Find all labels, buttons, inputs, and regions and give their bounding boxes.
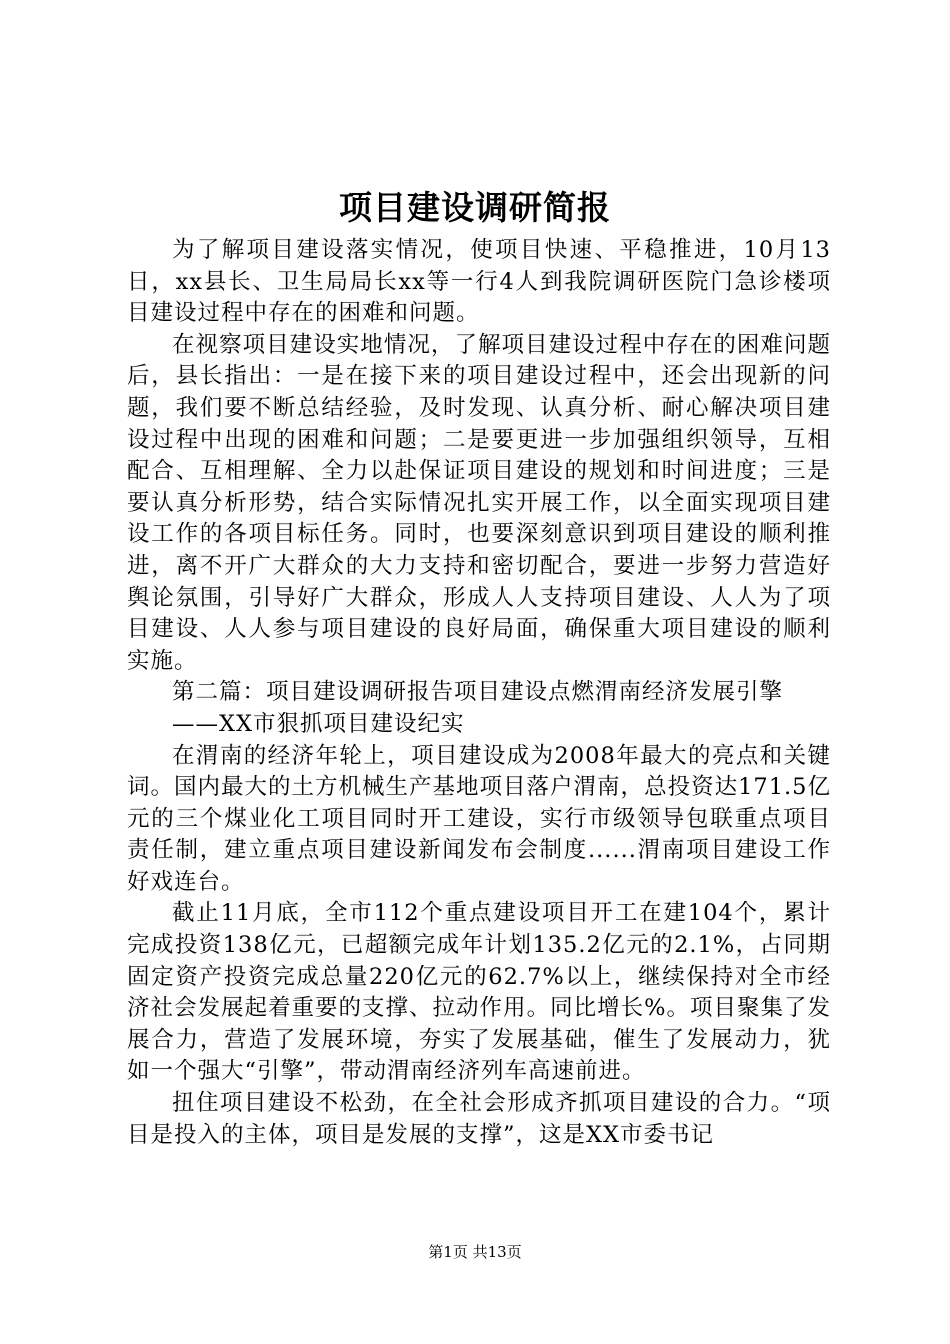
paragraph-5: 扭住项目建设不松劲，在全社会形成齐抓项目建设的合力。“项目是投入的主体，项目是发展的支撑”，这是XX市委书记 <box>127 1090 831 1148</box>
paragraph-1: 为了解项目建设落实情况，使项目快速、平稳推进，10月13日，xx县长、卫生局局长xx等一行4人到我院调研医院门急诊楼项目建设过程中存在的困难和问题。 <box>127 237 831 327</box>
document-body <box>127 235 831 1151</box>
page-footer: 第1页 共13页 <box>428 1243 522 1261</box>
document-title: 项目建设调研简报 <box>339 188 611 227</box>
paragraph-2: 在视察项目建设实地情况，了解项目建设过程中存在的困难问题后，县长指出：一是在接下来的项目建设过程中，还会出现新的问题，我们要不断总结经验，及时发现、认真分析、耐心解决项目建设过程中出现的困难和问题；二是要更进一步加强组织领导，互相配合、互相理解、全力以赴保证项目建设的规划和时间进度；三是要认真分析形势，结合实际情况扎实开展工作，以全面实现项目建设工作的各项目标任务。同时，也要深刻意识到项目建设的顺利推进，离不开广大群众的大力支持和密切配合，要进一步努力营造好舆论氛围，引导好广大群众，形成人人支持项目建设、人人为了项目建设、人人参与项目建设的良好局面，确保重大项目建设的顺利实施。 <box>127 331 831 674</box>
section-heading: 第二篇：项目建设调研报告项目建设点燃渭南经济发展引擎 <box>172 679 784 706</box>
paragraph-3: 在渭南的经济年轮上，项目建设成为2008年最大的亮点和关键词。国内最大的土方机械生产基地项目落户渭南，总投资达171.5亿元的三个煤业化工项目同时开工建设，实行市级领导包联重点项目责任制，建立重点项目建设新闻发布会制度......渭南项目建设工作好戏连台。 <box>127 742 831 895</box>
paragraph-4: 截止11月底，全市112个重点建设项目开工在建104个，累计完成投资138亿元，已超额完成年计划135.2亿元的2.1%，占同期固定资产投资完成总量220亿元的62.7%以上，继续保持对全市经济社会发展起着重要的支撑、拉动作用。同比增长%。项目聚集了发展合力，营造了发展环境，夯实了发展基础，催生了发展动力，犹如一个强大“引擎”，带动渭南经济列车高速前进。 <box>127 900 831 1085</box>
section-subheading: ——XX市狠抓项目建设纪实 <box>172 710 465 737</box>
